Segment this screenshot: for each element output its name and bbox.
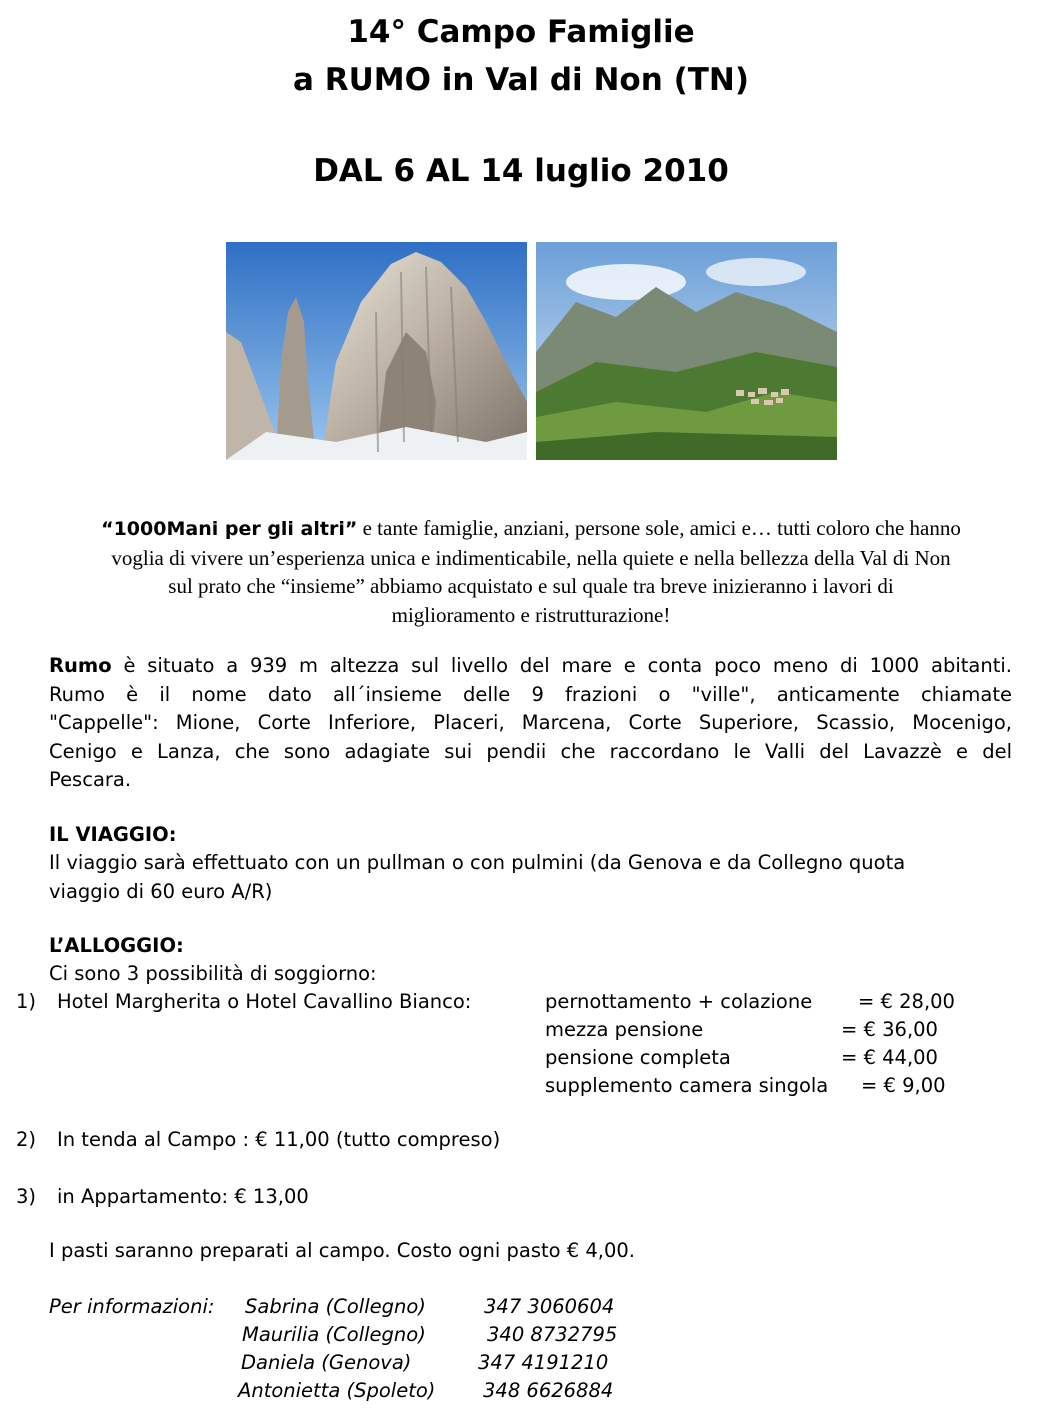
page-title: 14° Campo Famiglie (347, 14, 695, 50)
option-tenda: In tenda al Campo : € 11,00 (tutto compreso) (57, 1128, 501, 1151)
intro-line: e tante famiglie, anziani, persone sole, amici e… tutti coloro che hanno (357, 516, 961, 540)
contact-name: Maurilia (Collegno) (242, 1323, 426, 1346)
rumo-line: Rumo è il nome dato all´insieme delle 9 frazioni o "ville", anticamente chiamate (49, 682, 1012, 706)
price-item: mezza pensione (545, 1018, 704, 1041)
meals-note: I pasti saranno preparati al campo. Costo ogni pasto € 4,00. (49, 1239, 635, 1262)
option-hotel: Hotel Margherita o Hotel Cavallino Bianco: (57, 990, 472, 1013)
contact-name: Sabrina (Collegno) (245, 1295, 426, 1318)
rumo-description (49, 652, 1012, 795)
intro-line: miglioramento e ristrutturazione! (391, 602, 671, 627)
contact-name: Daniela (Genova) (241, 1351, 412, 1374)
contact-phone: 348 6626884 (483, 1379, 614, 1402)
rumo-line: Pescara. (49, 768, 132, 791)
alloggio-intro: Ci sono 3 possibilità di soggiorno: (49, 962, 377, 985)
intro-paragraph (48, 514, 1014, 629)
rumo-line: è situato a 939 m altezza sul livello del mare e conta poco meno di 1000 abitanti. (111, 654, 1012, 677)
page-subtitle: a RUMO in Val di Non (TN) (292, 62, 749, 98)
price-value: = € 36,00 (841, 1018, 938, 1041)
contacts-label: Per informazioni: (49, 1295, 215, 1318)
option-number: 2) (16, 1128, 37, 1151)
event-dates: DAL 6 AL 14 luglio 2010 (313, 153, 729, 189)
option-appartamento: in Appartamento: € 13,00 (57, 1185, 309, 1208)
valley-village-photo (536, 242, 837, 460)
price-item: pernottamento + colazione (545, 990, 813, 1013)
section-heading-alloggio: L’ALLOGGIO: (49, 934, 184, 957)
rumo-name: Rumo (49, 654, 112, 677)
contact-phone: 347 3060604 (484, 1295, 615, 1318)
price-item: pensione completa (545, 1046, 731, 1069)
intro-line: voglia di vivere un’esperienza unica e indimenticabile, nella quiete e nella bellezza della Val di Non (111, 545, 951, 570)
option-number: 1) (16, 990, 37, 1013)
intro-line: sul prato che “insieme” abbiamo acquistato e sul quale tra breve inizieranno i lavori di (168, 574, 894, 598)
contact-phone: 340 8732795 (487, 1323, 618, 1346)
contact-name: Antonietta (Spoleto) (238, 1379, 436, 1402)
mountain-rock-photo (226, 242, 527, 460)
option-number: 3) (16, 1185, 37, 1208)
association-name: “1000Mani per gli altri” (101, 518, 358, 540)
price-item: supplemento camera singola (545, 1074, 829, 1097)
price-value: = € 44,00 (841, 1046, 938, 1069)
viaggio-line: viaggio di 60 euro A/R) (49, 880, 273, 903)
price-value: = € 9,00 (861, 1074, 946, 1097)
rumo-line: "Cappelle": Mione, Corte Inferiore, Placeri, Marcena, Corte Superiore, Scassio, Mocenigo, (49, 711, 1012, 734)
viaggio-line: Il viaggio sarà effettuato con un pullman o con pulmini (da Genova e da Collegno quota (49, 851, 906, 874)
price-value: = € 28,00 (858, 990, 955, 1013)
contact-phone: 347 4191210 (478, 1351, 609, 1374)
rumo-line: Cenigo e Lanza, che sono adagiate sui pendii che raccordano le Valli del Lavazzè e del (49, 739, 1012, 763)
section-heading-viaggio: IL VIAGGIO: (49, 823, 177, 846)
